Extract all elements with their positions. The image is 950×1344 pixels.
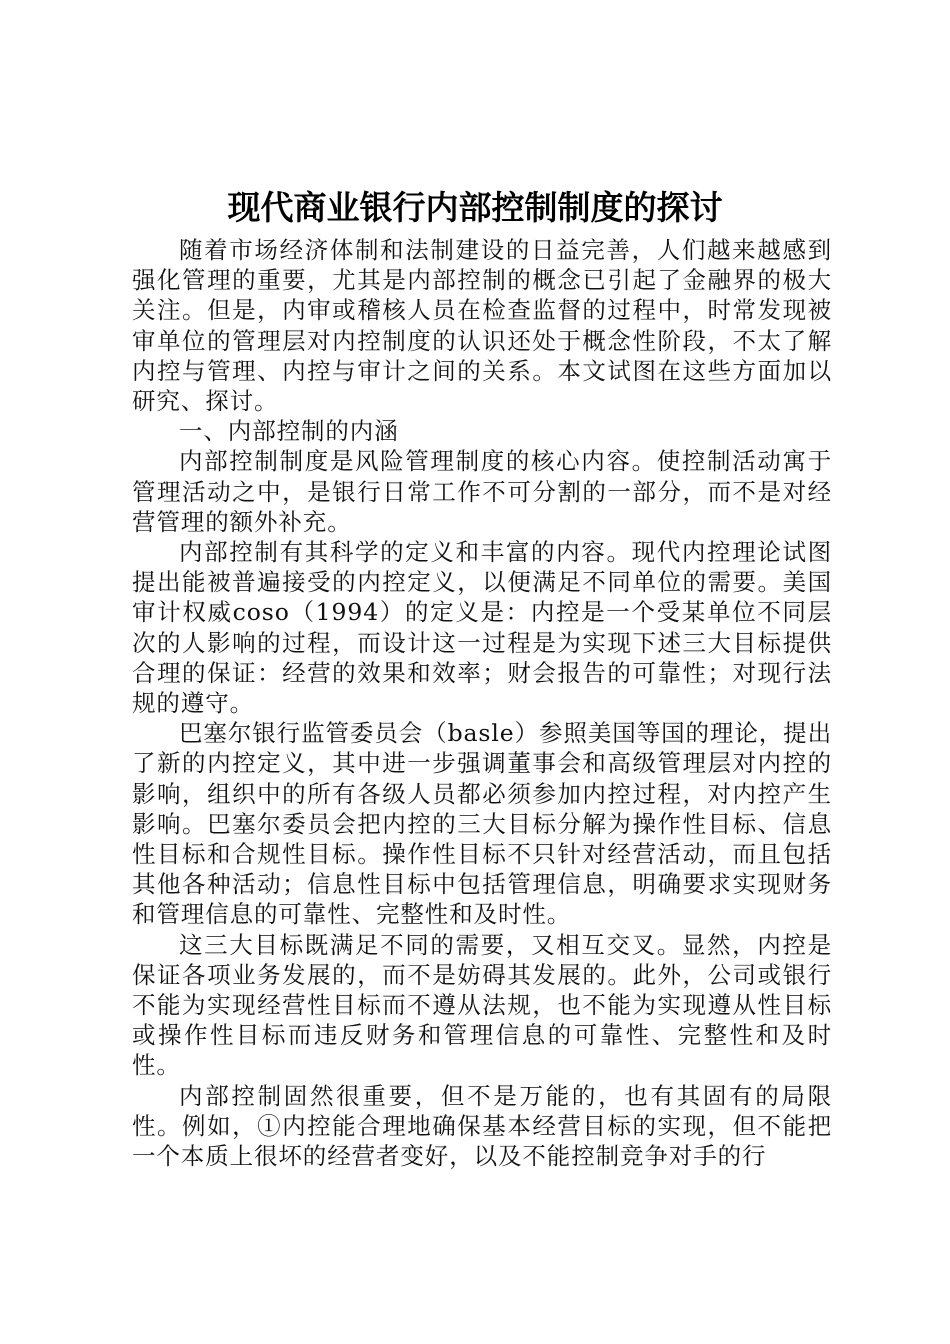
section-heading: 一、内部控制的内涵 xyxy=(179,417,399,446)
document-title: 现代商业银行内部控制制度的探讨 xyxy=(227,188,723,227)
paragraph: 巴塞尔银行监管委员会（basle）参照美国等国的理论，提出了新的内控定义，其中进一步强调董事会和高级管理层对内控的影响，组织中的所有各级人员都必须参加内控过程，对内控产生影响。巴塞尔委员会把内控的三大目标分解为操作性目标、信息性目标和合规性目标。操作性目标不只针对经营活动，而且包括其他各种活动；信息性目标中包括管理信息，明确要求实现财务和管理信息的可靠性、完整性和及时性。 xyxy=(132,719,832,929)
paragraph: 内部控制制度是风险管理制度的核心内容。使控制活动寓于管理活动之中，是银行日常工作不可分割的一部分，而不是对经营管理的额外补充。 xyxy=(132,447,832,536)
paragraph: 这三大目标既满足不同的需要，又相互交叉。显然，内控是保证各项业务发展的，而不是妨碍其发展的。此外，公司或银行不能为实现经营性目标而不遵从法规，也不能为实现遵从性目标或操作性目标而违反财务和管理信息的可靠性、完整性和及时性。 xyxy=(132,930,832,1080)
paragraph-intro: 随着市场经济体制和法制建设的日益完善，人们越来越感到强化管理的重要，尤其是内部控制的概念已引起了金融界的极大关注。但是，内审或稽核人员在检查监督的过程中，时常发现被审单位的管理层对内控制度的认识还处于概念性阶段，不太了解内控与管理、内控与审计之间的关系。本文试图在这些方面加以研究、探讨。 xyxy=(132,236,832,416)
document-body xyxy=(132,235,832,1171)
paragraph: 内部控制固然很重要，但不是万能的，也有其固有的局限性。例如，①内控能合理地确保基本经营目标的实现，但不能把一个本质上很坏的经营者变好，以及不能控制竞争对手的行 xyxy=(132,1081,832,1171)
paragraph: 内部控制有其科学的定义和丰富的内容。现代内控理论试图提出能被普遍接受的内控定义，以便满足不同单位的需要。美国审计权威coso（1994）的定义是：内控是一个受某单位不同层次的人影响的过程，而设计这一过程是为实现下述三大目标提供合理的保证：经营的效果和效率；财会报告的可靠性；对现行法规的遵守。 xyxy=(132,538,832,718)
